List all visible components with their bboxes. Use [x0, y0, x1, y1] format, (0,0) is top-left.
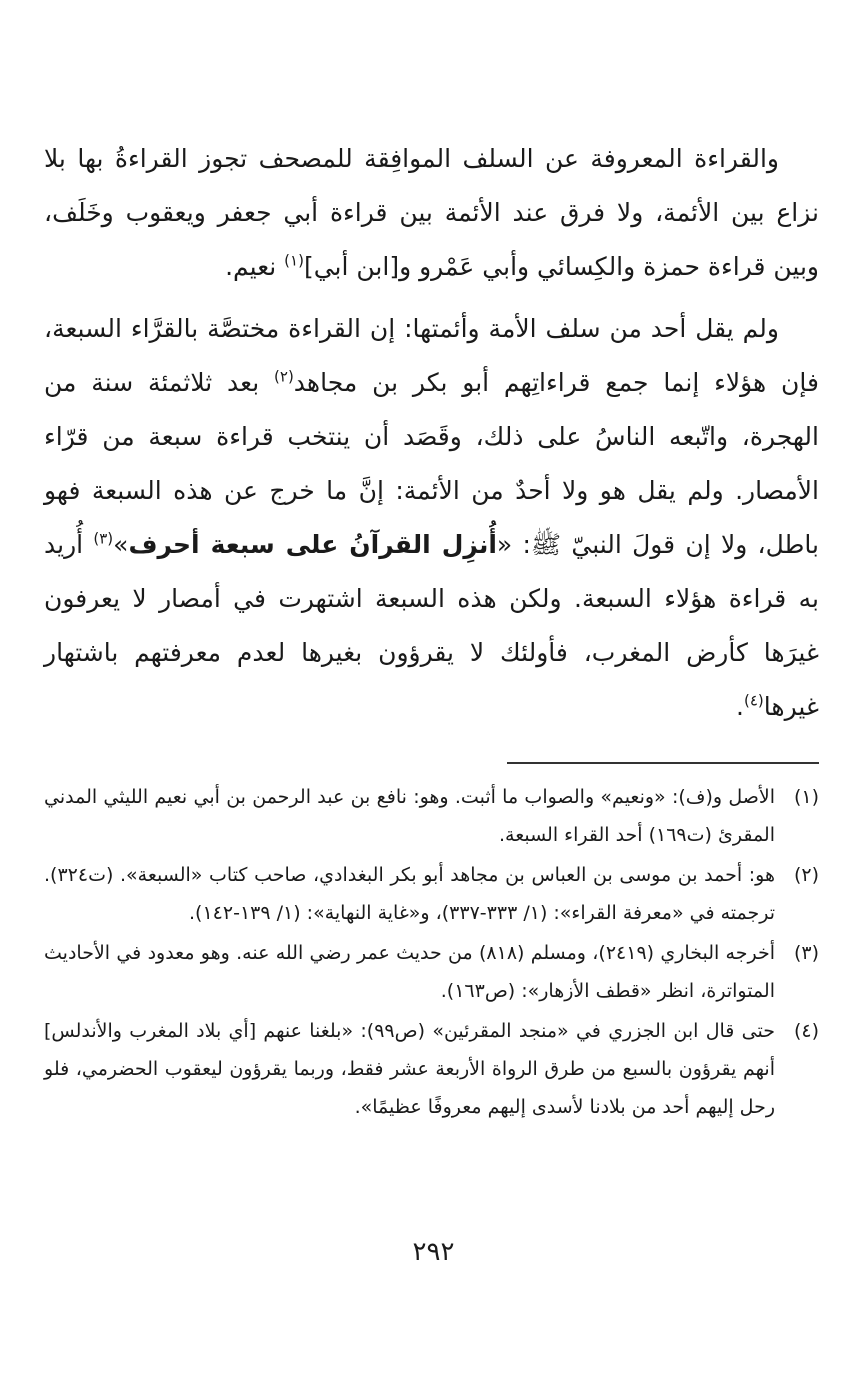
- footnote-ref-1[interactable]: (١): [284, 251, 304, 270]
- footnote-text: هو: أحمد بن موسى بن العباس بن مجاهد أبو بكر البغدادي، صاحب كتاب «السبعة». (ت٣٢٤). ترجمته في «معرفة القراء»: (١/ ٣٣٣-٣٣٧)، و«غاية النهاية»: (١/ ١٣٩-١٤٢).: [44, 864, 775, 924]
- footnote-divider: [507, 762, 819, 764]
- hadith-quote: أُنزِل القرآنُ على سبعة أحرف: [128, 530, 497, 559]
- paragraph-2-text-d: أُريد به قراءة هؤلاء السبعة. ولكن هذه السبعة اشتهرت في أمصار لا يعرفون غيرَها كأرض المغرب، فأولئك لا يقرؤون بغيرها لعدم معرفتهم باشتهار غيرها: [44, 530, 819, 721]
- footnote-ref-3[interactable]: (٣): [93, 529, 114, 548]
- footnote-3: [44, 934, 819, 1010]
- footnote-number: (٢): [793, 864, 819, 886]
- footnote-number: (٣): [793, 942, 819, 964]
- paragraph-1-text: والقراءة المعروفة عن السلف الموافِقة للمصحف تجوز القراءةُ بها بلا نزاع بين الأئمة، ولا فرق عند الأئمة بين قراءة أبي جعفر ويعقوب وخَلَف، وبين قراءة حمزة والكِسائي وأبي عَمْرو و[ابن أبي]: [44, 144, 819, 281]
- footnote-number: (١): [793, 786, 819, 808]
- footnote-text: حتى قال ابن الجزري في «منجد المقرئين» (ص٩٩): «بلغنا عنهم [أي بلاد المغرب والأندلس] أنهم يقرؤون بالسبع من طرق الرواة الأربعة عشر فقط، وربما يقرؤون ليعقوب الحضرمي، فلو رحل إليهم أحد من بلادنا لأسدى إليهم معروفًا عظيمًا».: [44, 1020, 775, 1118]
- footnote-text: أخرجه البخاري (٢٤١٩)، ومسلم (٨١٨) من حديث عمر رضي الله عنه. وهو معدود في الأحاديث المتواترة، انظر «قطف الأزهار»: (ص١٦٣).: [44, 942, 775, 1002]
- paragraph-2-text-a: ولم يقل أحد من سلف الأمة وأئمتها: إن القراءة مختصَّة بالقرَّاء السبعة، فإن هؤلاء إنما جمع قراءاتِهم أبو بكر بن مجاهد: [44, 314, 819, 397]
- paragraph-1-end: نعيم.: [225, 252, 285, 281]
- paragraph-2: [44, 302, 819, 734]
- footnote-ref-2[interactable]: (٢): [274, 367, 294, 386]
- page-number: ٢٩٢: [412, 1237, 455, 1267]
- footnotes: [44, 778, 819, 1126]
- paragraph-2-text-e: .: [736, 692, 744, 721]
- footnote-1: [44, 778, 819, 854]
- main-text: [44, 132, 819, 734]
- paragraph-2-text-c: »: [113, 530, 129, 559]
- footnote-2: [44, 856, 819, 932]
- footnote-4: [44, 1012, 819, 1126]
- footnote-ref-4[interactable]: (٤): [744, 691, 764, 710]
- footnote-text: الأصل و(ف): «ونعيم» والصواب ما أثبت. وهو: نافع بن عبد الرحمن بن أبي نعيم الليثي المدني المقرئ (ت١٦٩) أحد القراء السبعة.: [44, 786, 775, 846]
- footnote-number: (٤): [793, 1020, 819, 1042]
- paragraph-1: [44, 132, 819, 294]
- paragraph-2-text-b: بعد ثلاثمئة سنة من الهجرة، واتّبعه الناسُ على ذلك، وقَصَد أن ينتخب قراءة سبعة من قرّاء الأمصار. ولم يقل هو ولا أحدٌ من الأئمة: إنَّ ما خرج عن هذه السبعة فهو باطل، ولا إن قولَ النبيّ ﷺ: «: [44, 368, 819, 559]
